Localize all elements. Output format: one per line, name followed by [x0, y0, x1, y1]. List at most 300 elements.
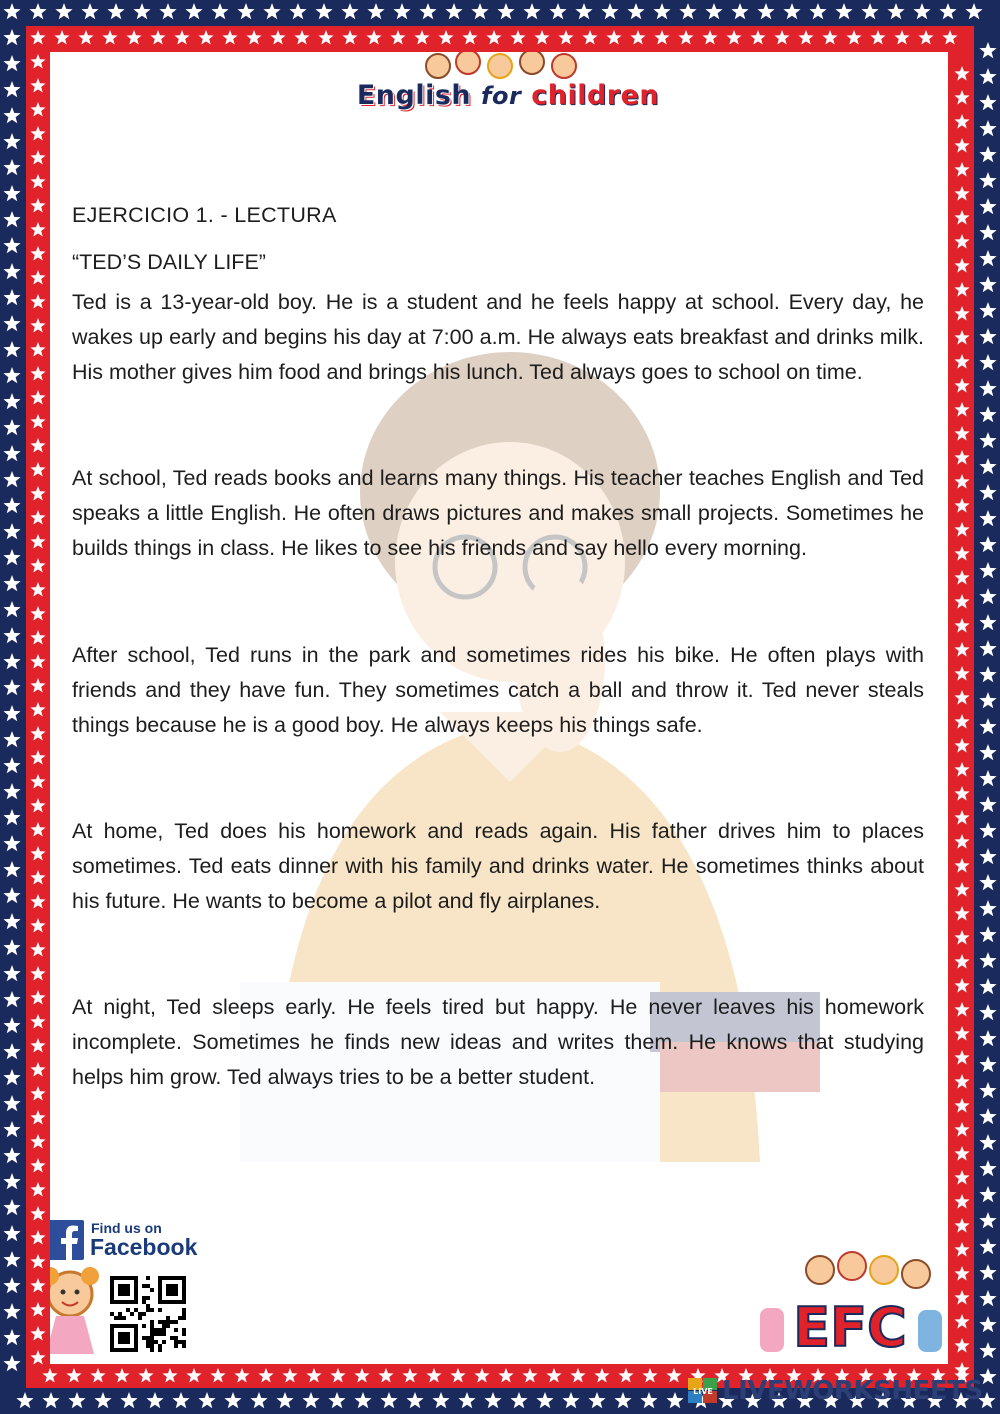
star-icon	[870, 30, 885, 45]
star-icon	[414, 30, 429, 45]
liveworksheets-text: LIVEWORKSHEETS	[722, 1376, 983, 1406]
star-icon	[979, 770, 996, 786]
star-icon	[30, 438, 45, 453]
star-icon	[30, 1230, 45, 1245]
star-icon	[378, 1368, 393, 1383]
star-icon	[162, 1368, 177, 1383]
star-icon	[979, 1238, 996, 1254]
star-icon	[222, 30, 237, 45]
star-icon	[138, 1368, 153, 1383]
star-icon	[954, 138, 969, 153]
star-icon	[30, 846, 45, 861]
star-icon	[146, 1392, 163, 1408]
star-icon	[120, 1392, 137, 1408]
star-icon	[954, 498, 969, 513]
star-icon	[954, 618, 969, 633]
star-icon	[954, 66, 969, 81]
star-icon	[3, 653, 20, 669]
star-icon	[601, 3, 618, 19]
star-icon	[406, 1392, 423, 1408]
star-icon	[954, 1290, 969, 1305]
star-icon	[954, 786, 969, 801]
girl-character-icon	[50, 1262, 108, 1362]
star-icon	[979, 224, 996, 240]
star-icon	[30, 966, 45, 981]
star-icon	[30, 318, 45, 333]
star-icon	[954, 306, 969, 321]
star-icon	[954, 1146, 969, 1161]
star-icon	[774, 30, 789, 45]
star-icon	[30, 558, 45, 573]
star-icon	[68, 1392, 85, 1408]
star-icon	[954, 738, 969, 753]
star-icon	[534, 30, 549, 45]
star-icon	[783, 3, 800, 19]
star-icon	[81, 3, 98, 19]
star-icon	[30, 246, 45, 261]
star-icon	[3, 887, 20, 903]
star-icon	[3, 81, 20, 97]
star-icon	[30, 1326, 45, 1341]
star-icon	[3, 627, 20, 643]
facebook-find-text: Find us on	[91, 1220, 162, 1236]
star-icon	[30, 1302, 45, 1317]
star-icon	[450, 1368, 465, 1383]
star-icon	[954, 1026, 969, 1041]
star-icon	[237, 3, 254, 19]
star-icon	[3, 1329, 20, 1345]
star-icon	[979, 640, 996, 656]
star-icon	[979, 172, 996, 188]
brand-word-for: for	[481, 82, 522, 110]
star-icon	[954, 906, 969, 921]
star-icon	[979, 900, 996, 916]
star-icon	[3, 3, 20, 19]
star-icon	[979, 1212, 996, 1228]
star-icon	[432, 1392, 449, 1408]
star-icon	[30, 54, 45, 69]
star-icon	[979, 94, 996, 110]
star-icon	[653, 3, 670, 19]
star-icon	[979, 380, 996, 396]
star-icon	[614, 1392, 631, 1408]
star-icon	[979, 1056, 996, 1072]
star-icon	[979, 42, 996, 58]
star-icon	[979, 354, 996, 370]
star-icon	[954, 258, 969, 273]
star-icon	[3, 133, 20, 149]
star-icon	[250, 1392, 267, 1408]
story-paragraph: After school, Ted runs in the park and sometimes rides his bike. He often plays with friends and they have fun. They sometimes catch a ball and throw it. Ted never steals things because he is a good boy. He always keeps his things safe.	[72, 643, 924, 737]
star-icon	[438, 30, 453, 45]
star-icon	[979, 1004, 996, 1020]
star-icon	[510, 30, 525, 45]
star-icon	[510, 1392, 527, 1408]
star-icon	[979, 952, 996, 968]
star-icon	[3, 1303, 20, 1319]
star-icon	[979, 536, 996, 552]
star-icon	[30, 942, 45, 957]
star-icon	[979, 718, 996, 734]
star-icon	[30, 1158, 45, 1173]
star-icon	[30, 1038, 45, 1053]
star-icon	[3, 1043, 20, 1059]
star-icon	[594, 1368, 609, 1383]
star-icon	[954, 690, 969, 705]
star-icon	[726, 30, 741, 45]
star-icon	[150, 30, 165, 45]
star-icon	[954, 282, 969, 297]
star-icon	[282, 1368, 297, 1383]
star-icon	[30, 726, 45, 741]
star-icon	[30, 462, 45, 477]
star-icon	[174, 30, 189, 45]
exercise-title: EJERCICIO 1. - LECTURA	[72, 203, 337, 227]
star-icon	[498, 1368, 513, 1383]
star-icon	[536, 1392, 553, 1408]
star-icon	[809, 3, 826, 19]
star-icon	[270, 30, 285, 45]
star-icon	[582, 30, 597, 45]
star-icon	[367, 3, 384, 19]
star-icon	[3, 445, 20, 461]
star-icon	[30, 678, 45, 693]
star-icon	[3, 237, 20, 253]
star-icon	[3, 861, 20, 877]
star-icon	[979, 198, 996, 214]
star-icon	[942, 30, 957, 45]
star-icon	[918, 30, 933, 45]
star-icon	[30, 270, 45, 285]
star-icon	[3, 1095, 20, 1111]
star-icon	[29, 3, 46, 19]
star-icon	[198, 30, 213, 45]
star-icon	[30, 126, 45, 141]
star-icon	[30, 1110, 45, 1125]
star-icon	[570, 1368, 585, 1383]
star-icon	[198, 1392, 215, 1408]
star-icon	[954, 474, 969, 489]
star-icon	[822, 30, 837, 45]
star-icon	[328, 1392, 345, 1408]
star-icon	[289, 3, 306, 19]
star-icon	[954, 1002, 969, 1017]
star-icon	[979, 1342, 996, 1358]
liveworksheets-badge-text: LIVE	[693, 1387, 713, 1396]
star-icon	[3, 107, 20, 123]
star-icon	[954, 114, 969, 129]
star-icon	[954, 666, 969, 681]
star-icon	[979, 458, 996, 474]
star-icon	[54, 30, 69, 45]
star-icon	[954, 162, 969, 177]
star-icon	[294, 30, 309, 45]
star-icon	[630, 30, 645, 45]
star-icon	[757, 3, 774, 19]
star-icon	[78, 30, 93, 45]
star-icon	[30, 414, 45, 429]
star-icon	[30, 1254, 45, 1269]
star-icon	[979, 692, 996, 708]
star-icon	[979, 562, 996, 578]
star-icon	[954, 426, 969, 441]
star-icon	[627, 3, 644, 19]
star-icon	[954, 834, 969, 849]
star-icon	[390, 30, 405, 45]
star-icon	[798, 30, 813, 45]
star-icon	[954, 1170, 969, 1185]
star-icon	[3, 1017, 20, 1033]
star-icon	[702, 30, 717, 45]
star-icon	[979, 822, 996, 838]
star-icon	[954, 90, 969, 105]
star-icon	[954, 1122, 969, 1137]
star-icon	[965, 3, 982, 19]
star-icon	[913, 3, 930, 19]
star-icon	[954, 1050, 969, 1065]
star-icon	[30, 1062, 45, 1077]
star-icon	[30, 174, 45, 189]
star-icon	[234, 1368, 249, 1383]
star-icon	[979, 146, 996, 162]
star-icon	[3, 1355, 20, 1371]
star-icon	[30, 222, 45, 237]
star-icon	[979, 978, 996, 994]
star-icon	[30, 1014, 45, 1029]
star-icon	[835, 3, 852, 19]
star-icon	[3, 497, 20, 513]
star-icon	[954, 1074, 969, 1089]
star-icon	[954, 378, 969, 393]
star-icon	[126, 30, 141, 45]
star-icon	[366, 30, 381, 45]
star-icon	[979, 510, 996, 526]
star-icon	[445, 3, 462, 19]
star-icon	[954, 330, 969, 345]
efc-logo-text: EFC	[793, 1296, 907, 1359]
star-icon	[3, 523, 20, 539]
star-icon	[3, 1121, 20, 1137]
story-paragraph: At night, Ted sleeps early. He feels tired but happy. He never leaves his homework incomplete. Sometimes he finds new ideas and writes them. He knows that studying helps him grow. Ted always tries to be a better student.	[72, 995, 924, 1089]
star-icon	[94, 1392, 111, 1408]
star-icon	[458, 1392, 475, 1408]
star-icon	[330, 1368, 345, 1383]
star-icon	[979, 744, 996, 760]
star-icon	[30, 702, 45, 717]
star-icon	[979, 328, 996, 344]
brand-title	[328, 80, 688, 111]
star-icon	[3, 393, 20, 409]
star-icon	[30, 1086, 45, 1101]
qr-code-image[interactable]	[110, 1276, 186, 1352]
star-icon	[497, 3, 514, 19]
english-for-children-logo	[328, 52, 688, 120]
star-icon	[678, 30, 693, 45]
star-icon	[30, 486, 45, 501]
star-icon	[30, 990, 45, 1005]
star-icon	[979, 588, 996, 604]
star-icon	[30, 534, 45, 549]
star-icon	[954, 570, 969, 585]
star-icon	[3, 55, 20, 71]
star-icon	[861, 3, 878, 19]
star-icon	[954, 402, 969, 417]
star-icon	[954, 858, 969, 873]
star-icon	[30, 606, 45, 621]
star-icon	[666, 1392, 683, 1408]
star-icon	[939, 3, 956, 19]
star-icon	[16, 1392, 33, 1408]
star-icon	[954, 1338, 969, 1353]
star-icon	[30, 654, 45, 669]
star-icon	[186, 1368, 201, 1383]
star-icon	[3, 601, 20, 617]
star-icon	[258, 1368, 273, 1383]
star-icon	[3, 471, 20, 487]
star-icon	[979, 120, 996, 136]
star-icon	[3, 1147, 20, 1163]
star-icon	[979, 1030, 996, 1046]
star-icon	[30, 798, 45, 813]
star-icon	[30, 78, 45, 93]
star-icon	[979, 1134, 996, 1150]
star-icon	[30, 918, 45, 933]
star-icon	[979, 406, 996, 422]
star-icon	[979, 250, 996, 266]
star-icon	[954, 546, 969, 561]
star-icon	[172, 1392, 189, 1408]
star-icon	[3, 367, 20, 383]
star-icon	[954, 450, 969, 465]
star-icon	[30, 1350, 45, 1365]
star-icon	[549, 3, 566, 19]
star-icon	[3, 419, 20, 435]
star-icon	[3, 991, 20, 1007]
star-icon	[30, 630, 45, 645]
star-icon	[979, 1160, 996, 1176]
star-icon	[30, 342, 45, 357]
star-icon	[979, 666, 996, 682]
star-icon	[30, 390, 45, 405]
star-icon	[731, 3, 748, 19]
star-icon	[954, 186, 969, 201]
kids-faces-icon	[418, 52, 588, 82]
star-icon	[979, 68, 996, 84]
star-icon	[30, 294, 45, 309]
star-icon	[562, 1392, 579, 1408]
star-icon	[30, 774, 45, 789]
star-icon	[954, 234, 969, 249]
star-icon	[462, 30, 477, 45]
star-icon	[954, 762, 969, 777]
star-icon	[979, 1264, 996, 1280]
star-icon	[954, 810, 969, 825]
star-icon	[3, 783, 20, 799]
star-icon	[30, 822, 45, 837]
liveworksheets-badge-icon	[688, 1376, 718, 1406]
star-icon	[3, 315, 20, 331]
star-icon	[887, 3, 904, 19]
star-icon	[954, 978, 969, 993]
star-icon	[3, 211, 20, 227]
star-icon	[3, 679, 20, 695]
star-icon	[419, 3, 436, 19]
star-icon	[3, 263, 20, 279]
star-icon	[185, 3, 202, 19]
star-icon	[159, 3, 176, 19]
star-icon	[588, 1392, 605, 1408]
star-icon	[3, 575, 20, 591]
star-icon	[107, 3, 124, 19]
star-icon	[30, 366, 45, 381]
star-icon	[474, 1368, 489, 1383]
star-icon	[30, 150, 45, 165]
story-paragraph: At school, Ted reads books and learns many things. His teacher teaches English and Ted speaks a little English. He often draws pictures and makes small projects. Sometimes he builds things in class. He likes to see his friends and say hello every morning.	[72, 466, 924, 560]
brand-word-english: English	[356, 80, 472, 111]
star-icon	[471, 3, 488, 19]
facebook-link[interactable]	[50, 1218, 208, 1264]
star-icon	[979, 1082, 996, 1098]
star-icon	[342, 30, 357, 45]
star-icon	[30, 198, 45, 213]
story-title: “TED’S DAILY LIFE”	[72, 250, 266, 274]
star-icon	[3, 913, 20, 929]
star-icon	[3, 757, 20, 773]
star-icon	[393, 3, 410, 19]
star-icon	[666, 1368, 681, 1383]
star-icon	[42, 1368, 57, 1383]
star-icon	[30, 1206, 45, 1221]
star-icon	[954, 954, 969, 969]
star-icon	[114, 1368, 129, 1383]
star-icon	[90, 1368, 105, 1383]
star-icon	[486, 30, 501, 45]
worksheet-page	[50, 52, 948, 1364]
star-icon	[954, 594, 969, 609]
star-icon	[3, 1277, 20, 1293]
star-icon	[30, 30, 45, 45]
star-icon	[30, 582, 45, 597]
star-icon	[3, 965, 20, 981]
star-icon	[3, 29, 20, 45]
efc-logo	[750, 1248, 948, 1364]
star-icon	[979, 874, 996, 890]
star-icon	[3, 289, 20, 305]
star-icon	[354, 1392, 371, 1408]
star-icon	[979, 302, 996, 318]
star-icon	[750, 30, 765, 45]
star-icon	[3, 835, 20, 851]
star-icon	[30, 1278, 45, 1293]
star-icon	[954, 1218, 969, 1233]
star-icon	[42, 1392, 59, 1408]
star-icon	[55, 3, 72, 19]
star-icon	[954, 354, 969, 369]
star-icon	[979, 1186, 996, 1202]
star-icon	[894, 30, 909, 45]
star-icon	[606, 30, 621, 45]
star-icon	[3, 731, 20, 747]
star-icon	[618, 1368, 633, 1383]
star-icon	[954, 714, 969, 729]
star-icon	[954, 642, 969, 657]
star-icon	[3, 1199, 20, 1215]
star-icon	[318, 30, 333, 45]
star-icon	[102, 30, 117, 45]
star-icon	[954, 1098, 969, 1113]
star-icon	[30, 510, 45, 525]
liveworksheets-watermark	[688, 1376, 988, 1406]
